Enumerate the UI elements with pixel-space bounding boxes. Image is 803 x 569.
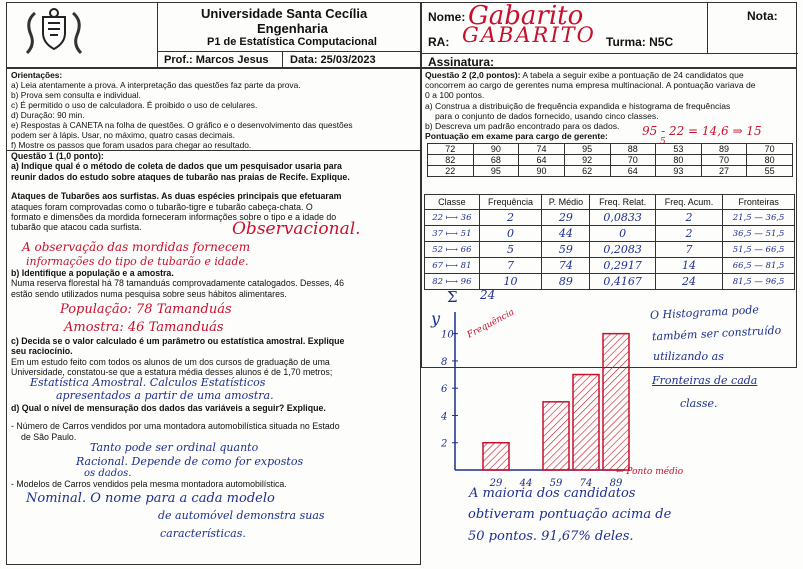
q1d-question: d) Qual o nível de mensuração dos dados das variáveis a seguir? Explique. [11,403,326,413]
freq-cell: 74 [542,258,590,274]
freq-cell: 37 ⟼ 51 [425,226,480,242]
answer-d2-line2: de automóvel demonstra suas [158,509,325,522]
score-cell: 95 [473,166,519,177]
q1a-context-1: Ataques de Tubarões aos surfistas. As duas espécies principais que efetuaram [11,191,342,202]
q1c-text [11,336,419,378]
score-cell: 64 [610,166,656,177]
score-cell: 74 [519,144,565,155]
orientacoes-title: Orientações: [11,70,63,80]
freq-cell: 0,0833 [590,210,655,226]
score-cell: 88 [610,144,656,155]
answer-d2-line1: Nominal. O nome para a cada modelo [26,491,275,506]
amplitude-calc-denominator: 5 [660,137,666,147]
score-cell: 89 [701,144,747,155]
scores-table-title: Pontuação em exame para cargo de gerente: [425,131,608,142]
answer-b-populacao: População: 78 Tamanduás [60,302,232,317]
hist-note-1: O Histograma pode [649,303,760,322]
freq-row [425,242,795,258]
answer-a-main: Observacional. [232,219,361,239]
answer-c-line2: apresentados a partir de uma amostra. [56,389,274,402]
freq-cell: 0,2083 [590,242,655,258]
histogram-bar [483,443,509,470]
freq-cell: 21,5 — 36,5 [723,210,795,226]
score-cell: 27 [701,166,747,177]
freq-header-cell: Frequência [479,195,542,210]
q2-intro-3: 0 a 100 pontos. [425,90,485,101]
freq-cell: 24 [655,274,722,290]
scores-table [427,143,793,177]
q1b-context-2: estão sendo utilizados numa pesquisa sobre seus hábitos alimentares. [11,288,287,299]
sum-symbol: Σ [447,288,458,306]
answer-a-line1: A observação das mordidas fornecem [22,240,251,254]
q1b-context-1: Numa reserva florestal há 78 tamanduás comprovadamente catalogados. Desses, 46 [11,278,344,289]
y-tick-label: 6 [441,384,448,396]
freq-header-cell: Classe [425,195,480,210]
histogram-chart [425,300,630,495]
y-axis-label: Frequência [465,307,517,341]
answer-a-line2: informações do tipo de tubarão e idade. [26,255,249,268]
sum-value: 24 [480,288,496,302]
assinatura-label: Assinatura: [428,55,495,69]
score-cell: 70 [747,144,793,155]
histogram-bar [543,402,569,470]
hist-note-2: também ser construído [651,323,782,344]
university-name: Universidade Santa Cecília [201,6,368,21]
q1c-question-2: seu raciocínio. [11,346,73,357]
freq-cell: 2 [655,226,722,242]
score-cell: 80 [656,155,702,166]
score-cell: 72 [428,144,474,155]
orientacao-item: b) Prova sem consulta e individual. [11,90,141,100]
score-cell: 82 [428,155,474,166]
x-tick-label: 29 [489,478,503,489]
freq-cell: 52 ⟼ 66 [425,242,480,258]
freq-cell: 7 [479,258,542,274]
orientacao-item: c) É permitido o uso de calculadora. É proibido o uso de celulares. [11,100,258,110]
score-cell: 70 [610,155,656,166]
freq-cell: 51,5 — 66,5 [723,242,795,258]
q1d-item2: - Modelos de Carros vendidos pela mesma montadora automobilística. [11,479,287,489]
frequency-table [424,194,795,290]
scores-row [428,144,793,155]
q1d-item1-b: de São Paulo. [21,431,77,442]
y-tick-label: 4 [441,411,448,423]
q1c-question: c) Decida se o valor calculado é um parâmetro ou estatística amostral. Explique [11,336,345,346]
amplitude-calc: 95 - 22 = 14,6 ⇒ 15 [642,124,762,138]
score-cell: 92 [564,155,610,166]
score-cell: 64 [519,155,565,166]
freq-cell: 0 [479,226,542,242]
score-cell: 22 [428,166,474,177]
x-tick-label: 59 [549,478,563,489]
freq-cell: 67 ⟼ 81 [425,258,480,274]
freq-header-cell: Freq. Acum. [655,195,722,210]
q1a-context-4: tubarão que atacou cada surfista. [11,222,142,233]
scores-row [428,155,793,166]
y-tick-label: 2 [441,438,448,450]
freq-cell: 5 [479,242,542,258]
freq-cell: 66,5 — 81,5 [723,258,795,274]
pattern-line-2: obtiveram pontuação acima de [468,507,672,522]
freq-cell: 44 [542,226,590,242]
q1c-context-1: Em um estudo feito com todos os alunos de um dos cursos de graduação de uma [11,356,330,367]
freq-cell: 89 [542,274,590,290]
freq-cell: 7 [655,242,722,258]
ponto-medio-note: ← Ponto médio [616,467,684,477]
freq-cell: 0 [590,226,655,242]
answer-d1-line3: os dados. [84,468,132,479]
pattern-line-1: A maioria dos candidatos [469,486,636,501]
pattern-line-3: 50 pontos. 91,67% deles. [468,529,634,544]
q1-title: Questão 1 (1,0 ponto): [11,151,104,161]
score-cell: 53 [656,144,702,155]
q2-intro-2: concorrem ao cargo de gerentes numa empresa multinacional. A pontuação variava de [425,80,756,91]
score-cell: 70 [701,155,747,166]
score-cell: 90 [473,144,519,155]
score-cell: 62 [564,166,610,177]
freq-cell: 22 ⟼ 36 [425,210,480,226]
logo-crest [13,7,95,59]
header-right [421,2,797,68]
freq-header-cell: Freq. Relat. [590,195,655,210]
x-tick-label: 44 [519,478,533,489]
q2a-question-2: para o conjunto de dados fornecido, usando cinco classes. [435,110,659,121]
q1d-text [11,403,419,442]
answer-b-amostra: Amostra: 46 Tamanduás [64,320,224,335]
q1d-item1: - Número de Carros vendidos por uma montadora automobilística situada no Estado [11,421,340,432]
freq-cell: 10 [479,274,542,290]
q2b-question: b) Descreva um padrão encontrado para os dados. [425,121,620,132]
professor-name: Prof.: Marcos Jesus [164,54,269,66]
q1b-question: b) Identifique a população e a amostra. [11,268,174,278]
score-cell: 95 [564,144,610,155]
freq-row [425,226,795,242]
answer-d2-line3: características. [160,527,246,540]
score-cell: 93 [656,166,702,177]
q1a-question: a) Indique qual é o método de coleta de dados que um pesquisador usaria para [11,161,342,172]
q2-title: Questão 2 (2,0 pontos): [425,70,521,80]
hist-note-3: utilizando as [653,350,724,363]
answer-c-line1: Estatística Amostral. Calculos Estatísticos [30,376,266,389]
nome-label: Nome: [428,10,466,24]
histogram-bar [573,375,599,470]
freq-cell: 81,5 — 96,5 [723,274,795,290]
score-cell: 80 [747,155,793,166]
orientacao-item: d) Duração: 90 min. [11,110,85,120]
q1a-question-2: reunir dados do estudo sobre ataques de tubarão nas praias de Recife. Explique. [11,171,350,182]
nota-label: Nota: [747,9,778,23]
freq-header-cell: Fronteiras [723,195,795,210]
freq-cell: 59 [542,242,590,258]
histogram-bar [603,334,629,470]
freq-header-row [425,195,795,210]
exam-date: Data: 25/03/2023 [290,54,376,66]
freq-cell: 36,5 — 51,5 [723,226,795,242]
answer-d1-line1: Tanto pode ser ordinal quanto [90,441,259,454]
freq-cell: 82 ⟼ 96 [425,274,480,290]
q1c-context-2: Universidade, constatou-se que a estatura média desses alunos é de 1,70 metros; [11,367,333,378]
q2a-question: a) Construa a distribuição de frequência expandida e histograma de frequências [425,100,731,111]
y-axis-letter: y [431,309,441,328]
freq-cell: 0,2917 [590,258,655,274]
freq-cell: 29 [542,210,590,226]
orientacao-item: a) Leia atentamente a prova. A interpretação das questões faz parte da prova. [11,80,301,90]
scores-row [428,166,793,177]
freq-cell: 14 [655,258,722,274]
freq-header-cell: P. Médio [542,195,590,210]
y-tick-label: 10 [441,329,454,341]
hist-note-4: Fronteiras de cada [652,374,758,387]
freq-cell: 2 [479,210,542,226]
header-left [6,2,421,68]
exam-title: P1 de Estatística Computacional [207,36,377,48]
orientacao-item: podem ser à lápis. Usar, no máximo, quatro casas decimais. [11,130,235,140]
freq-row [425,258,795,274]
turma-label: Turma: N5C [606,35,674,49]
nome-value: Gabarito [468,1,584,31]
freq-row [425,210,795,226]
y-tick-label: 8 [441,356,448,368]
score-cell: 55 [747,166,793,177]
course-name: Engenharia [257,21,328,36]
q1b-text [11,268,419,299]
answer-d1-line2: Racional. Depende de como for expostos [76,455,304,468]
ra-value: GABARITO [462,23,596,47]
score-cell: 90 [519,166,565,177]
q1a-context-2: ataques foram comprovadas como o tubarão-tigre e tubarão cabeça-chata. O [11,201,313,212]
q1a-context-3: formato e dimensões da mordida forneceram informações sobre o tipo e a idade do [11,212,337,223]
x-tick-label: 74 [579,478,593,489]
x-tick-label: 89 [609,478,623,489]
freq-cell: 2 [655,210,722,226]
orientacao-item: e) Respostas à CANETA na folha de questões. O gráfico e o desenvolvimento das questões [11,120,353,130]
orientacoes [11,70,421,150]
score-cell: 68 [473,155,519,166]
q2-intro-1: A tabela a seguir exibe a pontuação de 24 candidatos que [522,70,744,80]
orientacao-item: f) Mostre os passos que foram usados para chegar ao resultado. [11,140,252,150]
hist-note-5: classe. [680,397,718,410]
ra-label: RA: [428,35,450,49]
freq-cell: 0,4167 [590,274,655,290]
